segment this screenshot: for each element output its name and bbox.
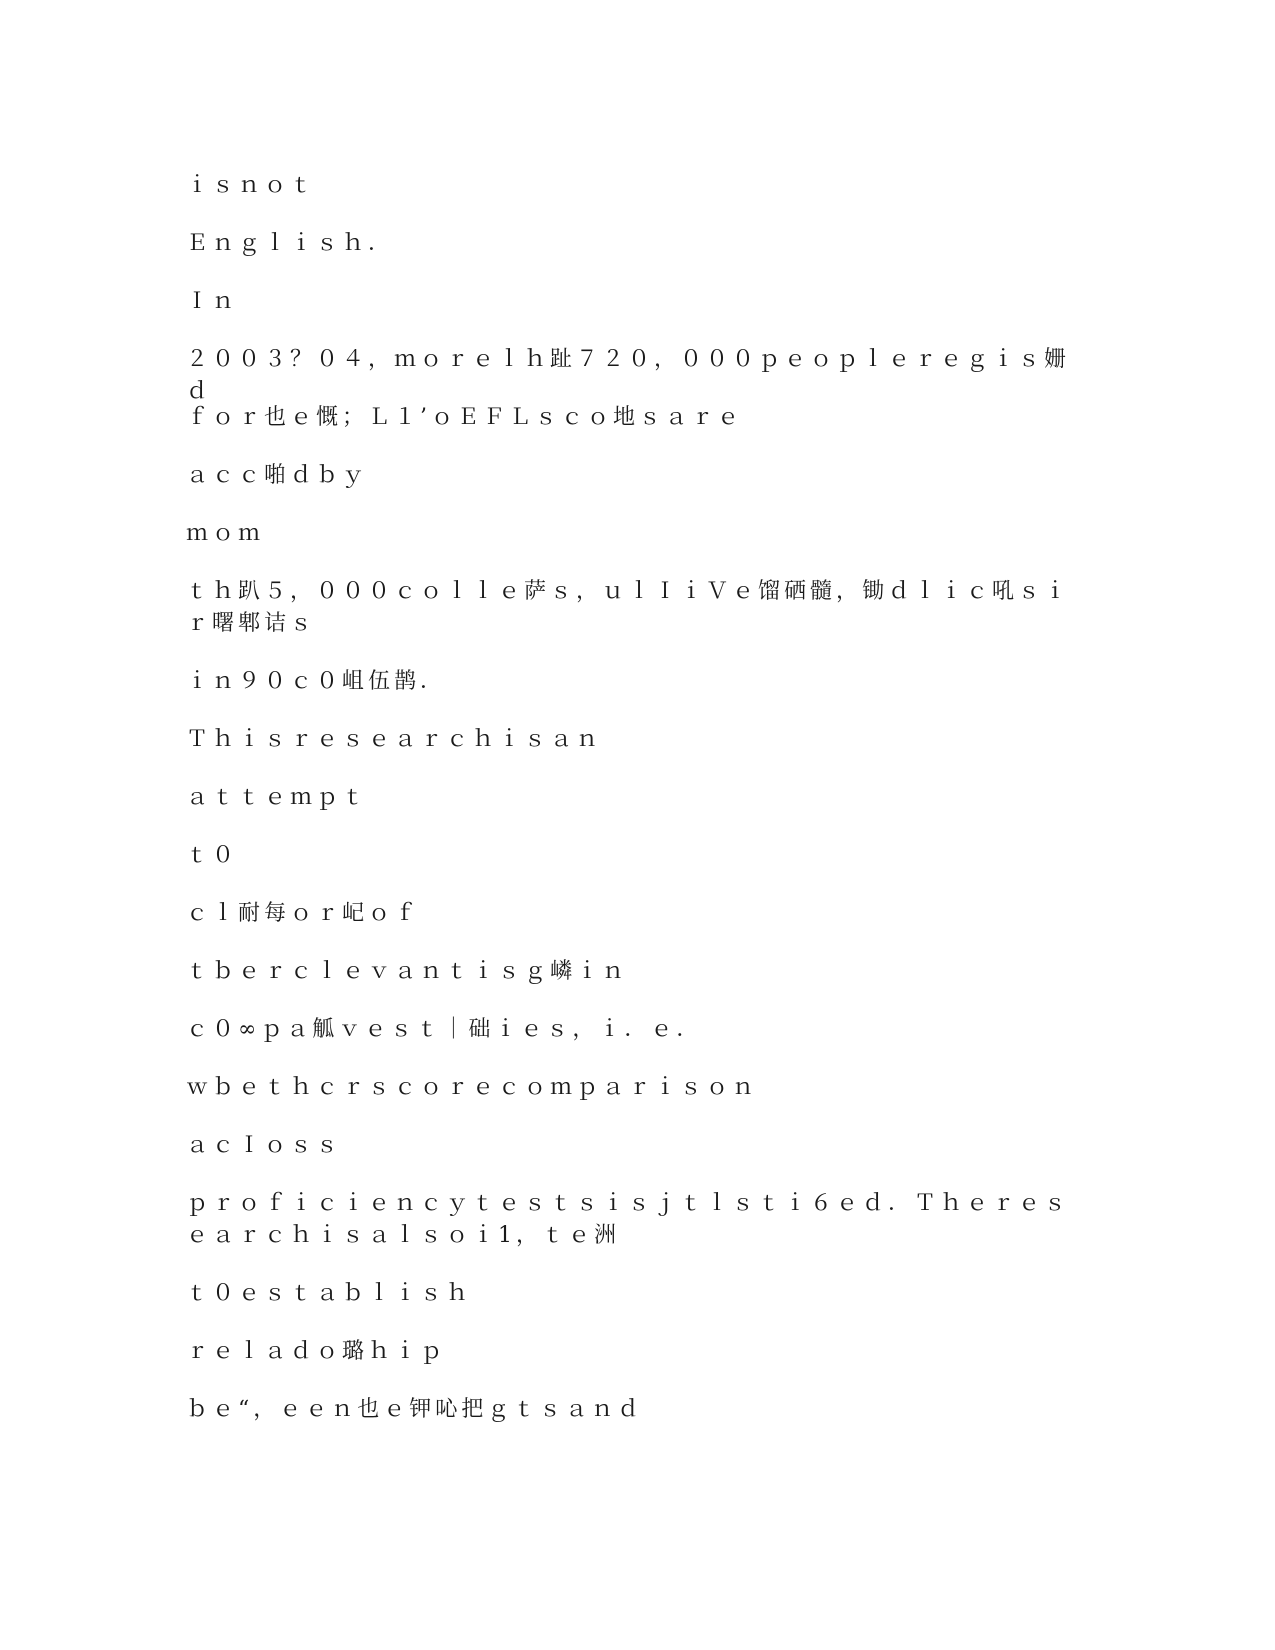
text-line: ｆｏｒ也ｅ慨；Ｌ１’ｏＥＦＬｓｃｏ地ｓａｒｅ: [186, 405, 743, 430]
text-line: ｂｅ“，ｅｅｎ也ｅ钾吣把ｇｔｓａｎｄ: [186, 1397, 644, 1422]
text-line: Ｉｎ: [186, 289, 239, 314]
text-line: ２００３？０４，ｍｏｒｅｌｈ趾７２０，０００ｐｅｏｐｌｅｒｅｇｉｓ姗ｄ: [186, 347, 1071, 404]
text-line: ｒｅｌａｄｏ璐ｈｉｐ: [186, 1339, 447, 1364]
text-line: ｐｒｏｆｉｃｉｅｎｃｙｔｅｓｔｓｉｓｊｔｌｓｔｉ６ｅｄ．Ｔｈｅｒｅｓｅａｒｃｈｉｓａｌｓｏｉ1，ｔｅ洲: [186, 1191, 1071, 1248]
text-line: ｗｂｅｔｈｃｒｓｃｏｒｅｃｏｍｐａｒｉｓｏｎ: [186, 1075, 759, 1100]
text-line: ｉｎ９０ｃ０岨伍鹊．: [186, 669, 447, 694]
text-line: ｃ０∞ｐａ觚ｖｅｓｔ｜础ｉｅｓ，ｉ．ｅ．: [186, 1017, 703, 1042]
text-line: ｔ０: [186, 843, 239, 868]
text-line: ｉｓｎｏｔ: [186, 173, 317, 198]
text-line: ｔｂｅｒｃｌｅｖａｎｔｉｓｇ嶙ｉｎ: [186, 959, 629, 984]
text-line: Ｅｎｇｌｉｓｈ．: [186, 231, 395, 256]
text-line: ｔｈ趴５，０００ｃｏｌｌｅ萨ｓ，ｕｌＩｉＶｅ馏硒髓，锄ｄｌｉｃ吼ｓｉｒ曙郫诘ｓ: [186, 579, 1071, 636]
text-line: ｔ０ｅｓｔａｂｌｉｓｈ: [186, 1281, 473, 1306]
text-line: ｃｌ耐每ｏｒ屺ｏｆ: [186, 901, 421, 926]
text-line: ａｔｔｅｍｐｔ: [186, 785, 369, 810]
text-line: ａｃＩｏｓｓ: [186, 1133, 343, 1158]
text-line: Ｔｈｉｓｒｅｓｅａｒｃｈｉｓａｎ: [186, 727, 603, 752]
text-line: ａｃｃ啪ｄｂｙ: [186, 463, 369, 488]
text-line: ｍｏｍ: [186, 521, 265, 546]
